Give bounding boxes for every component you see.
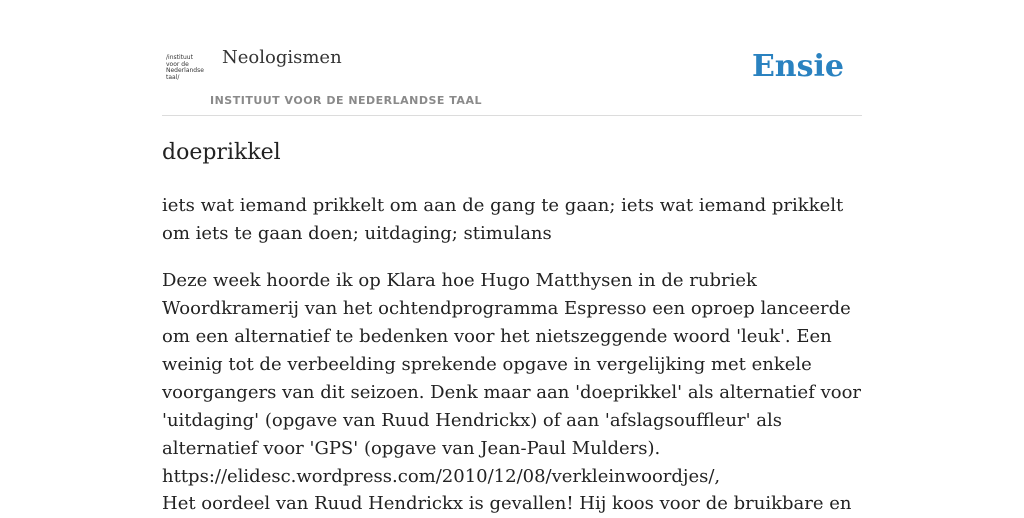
site-name[interactable]: Neologismen — [222, 47, 342, 68]
entry-quote-2: Het oordeel van Ruud Hendrickx is gevallen! Hij koos voor de bruikbare en — [162, 493, 852, 514]
entry-quote — [162, 267, 862, 491]
entry-definition: iets wat iemand prikkelt om aan de gang te gaan; iets wat iemand prikkelt om iets te gaan doen; uitdaging; stimulans — [162, 195, 844, 244]
ensie-logo[interactable]: Ensie — [751, 49, 844, 84]
site-subtitle: INSTITUUT VOOR DE NEDERLANDSE TAAL — [210, 94, 482, 107]
site-header — [162, 40, 862, 116]
entry-term: doeprikkel — [162, 140, 281, 165]
ivdnt-logo[interactable]: /instituut voor de Nederlandse taal/ — [166, 54, 204, 81]
quote-text: Deze week hoorde ik op Klara hoe Hugo Matthysen in de rubriek Woordkramerij van het ochtendprogramma Espresso een oproep lanceerde om een alternatief te bedenken voor het nietszeggende woord 'leuk'. Een weinig tot de verbeelding sprekende opgave in vergelijking met enkele voorgangers van dit seizoen. Denk maar aan 'doeprikkel' als alternatief voor 'uitdaging' (opgave van Ruud Hendrickx) of aan 'afslagsouffleur' als alternatief voor 'GPS' (opgave van Jean-Paul Mulders). — [162, 270, 862, 459]
source-link[interactable]: https://elidesc.wordpress.com/2010/12/08/verkleinwoordjes/, — [162, 466, 721, 487]
